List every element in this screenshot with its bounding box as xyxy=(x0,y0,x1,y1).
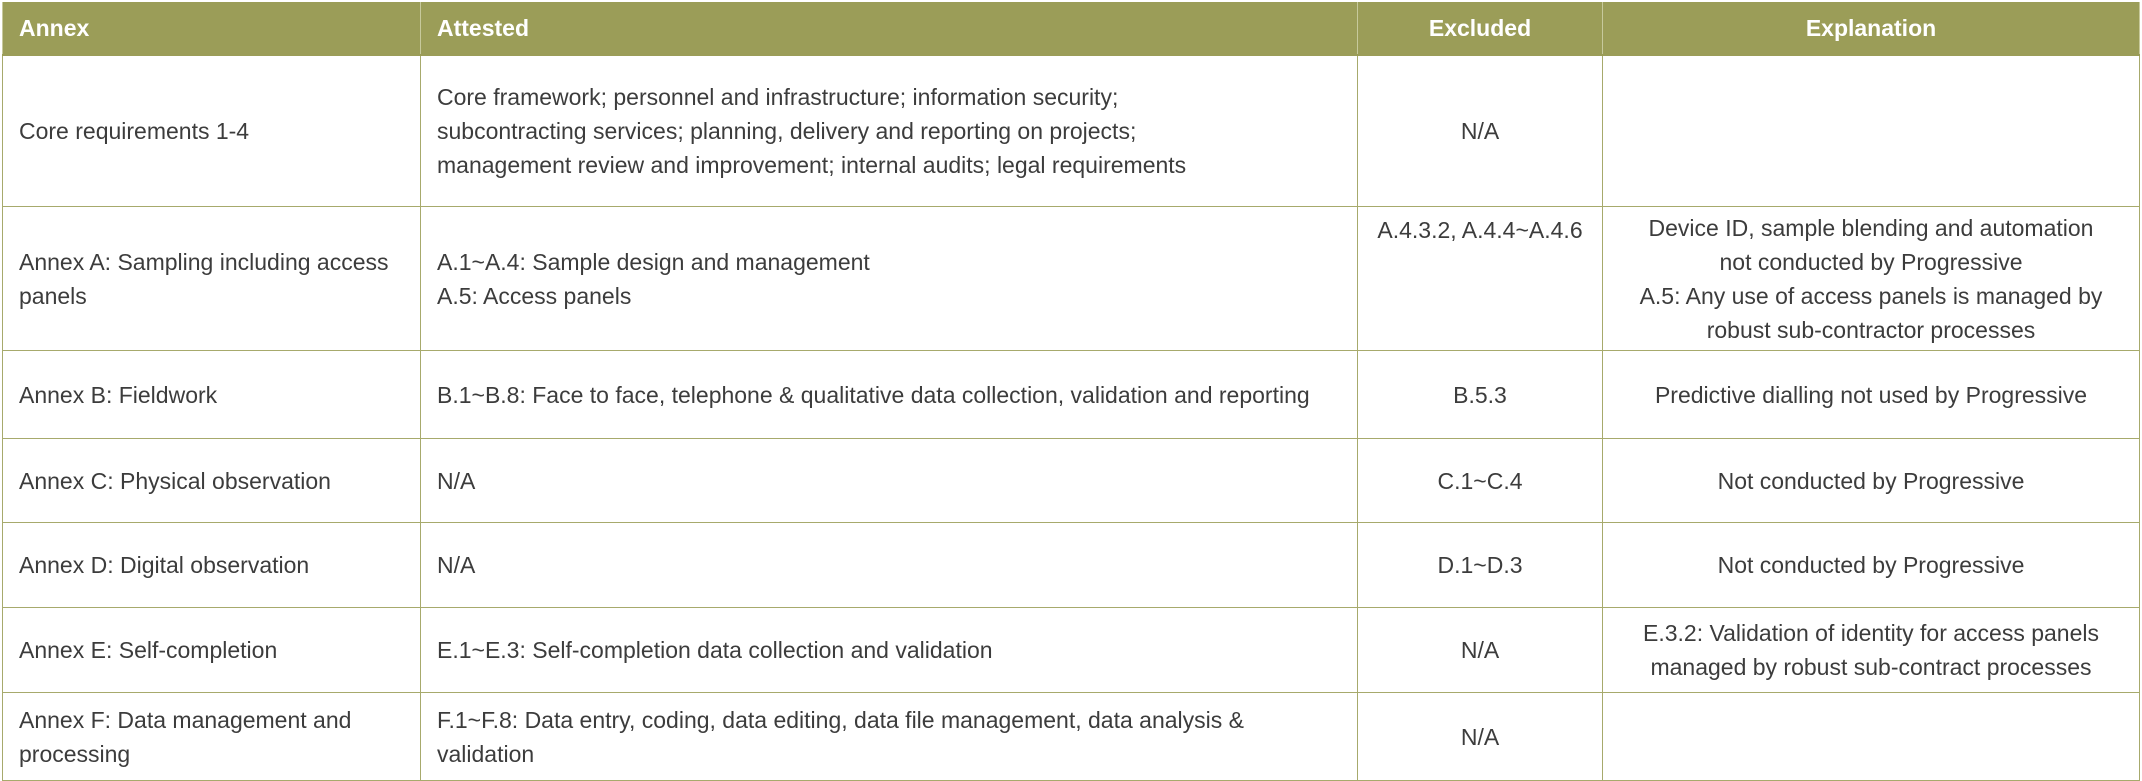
annex-cell: Annex B: Fieldwork xyxy=(3,351,421,439)
table-row xyxy=(3,55,2140,207)
excluded-cell: B.5.3 xyxy=(1358,351,1603,439)
explanation-line: not conducted by Progressive xyxy=(1719,248,2023,275)
table-row xyxy=(3,207,2140,351)
excluded-cell: N/A xyxy=(1358,608,1603,693)
attested-cell: E.1~E.3: Self-completion data collection and validation xyxy=(421,608,1358,693)
explanation-line: E.3.2: Validation of identity for access panels xyxy=(1642,620,2099,646)
header-attested: Attested xyxy=(421,2,1358,55)
explanation-cell xyxy=(1603,693,2140,781)
attested-cell xyxy=(421,207,1358,351)
excluded-cell: D.1~D.3 xyxy=(1358,523,1603,608)
annex-cell: Annex F: Data management and processing xyxy=(3,693,421,781)
explanation-cell: Predictive dialling not used by Progressive xyxy=(1603,351,2140,439)
explanation-line: robust sub-contractor processes xyxy=(1706,316,2036,343)
header-explanation: Explanation xyxy=(1603,2,2140,55)
explanation-cell xyxy=(1603,55,2140,207)
excluded-cell: N/A xyxy=(1358,55,1603,207)
attested-cell: B.1~B.8: Face to face, telephone & qualitative data collection, validation and reporting xyxy=(421,351,1358,439)
explanation-line: A.5: Any use of access panels is managed by xyxy=(1639,282,2103,309)
attested-line: A.1~A.4: Sample design and management xyxy=(437,248,870,275)
annex-table xyxy=(2,2,2140,781)
attested-line: Core framework; personnel and infrastructure; information security; xyxy=(437,84,1119,110)
explanation-cell xyxy=(1603,207,2140,351)
attested-cell: N/A xyxy=(421,523,1358,608)
annex-cell: Annex D: Digital observation xyxy=(3,523,421,608)
table-row xyxy=(3,523,2140,608)
attested-line: A.5: Access panels xyxy=(437,282,632,309)
table-header-row xyxy=(3,2,2140,55)
attested-cell xyxy=(421,55,1358,207)
table-row xyxy=(3,351,2140,439)
attested-line: management review and improvement; internal audits; legal requirements xyxy=(437,152,1187,178)
attested-cell: F.1~F.8: Data entry, coding, data editing, data file management, data analysis & validation xyxy=(421,693,1358,781)
attested-cell: N/A xyxy=(421,439,1358,523)
annex-cell: Core requirements 1-4 xyxy=(3,55,421,207)
attested-line: subcontracting services; planning, delivery and reporting on projects; xyxy=(437,118,1137,144)
excluded-cell: C.1~C.4 xyxy=(1358,439,1603,523)
table-row xyxy=(3,608,2140,693)
table-row xyxy=(3,693,2140,781)
annex-cell: Annex E: Self-completion xyxy=(3,608,421,693)
explanation-cell: Not conducted by Progressive xyxy=(1603,523,2140,608)
explanation-line: Device ID, sample blending and automation xyxy=(1648,214,2094,241)
annex-cell: Annex C: Physical observation xyxy=(3,439,421,523)
excluded-cell: N/A xyxy=(1358,693,1603,781)
explanation-line: managed by robust sub-contract processes xyxy=(1650,654,2092,680)
explanation-cell xyxy=(1603,608,2140,693)
header-excluded: Excluded xyxy=(1358,2,1603,55)
table-row xyxy=(3,439,2140,523)
excluded-cell: A.4.3.2, A.4.4~A.4.6 xyxy=(1358,207,1603,351)
explanation-cell: Not conducted by Progressive xyxy=(1603,439,2140,523)
annex-cell: Annex A: Sampling including access panels xyxy=(3,207,421,351)
header-annex: Annex xyxy=(3,2,421,55)
